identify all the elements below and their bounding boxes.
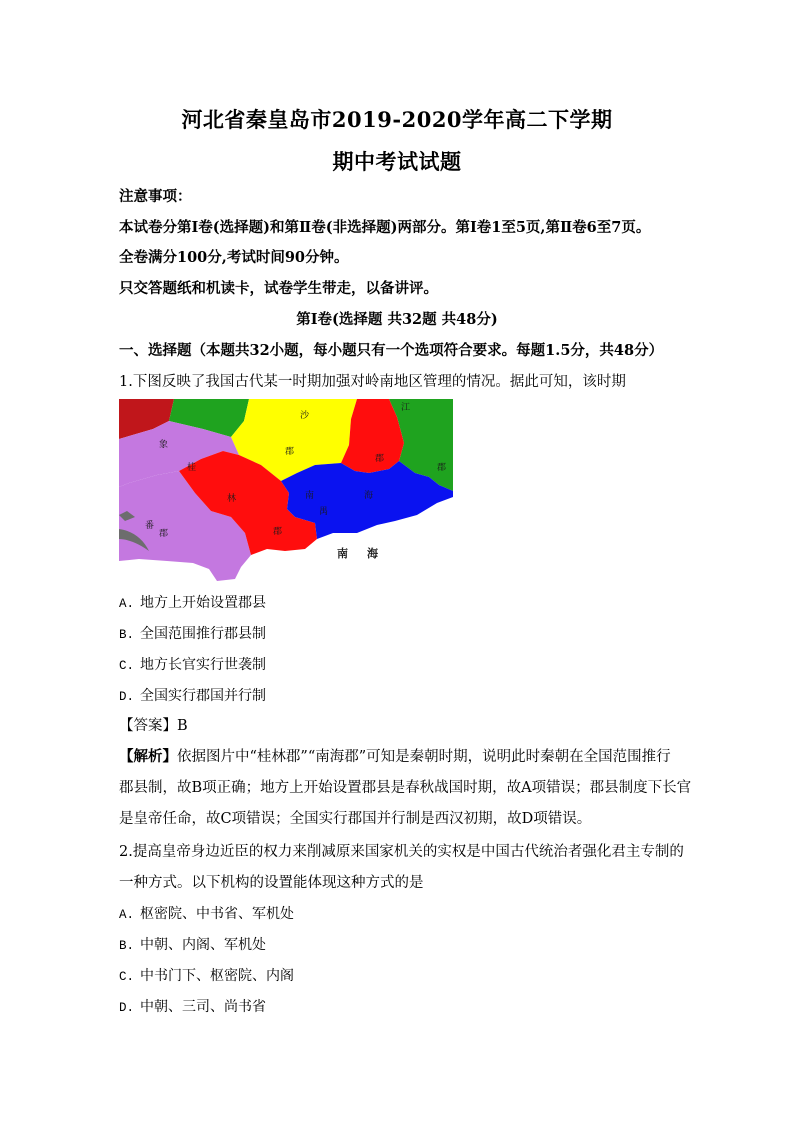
q1-option-b: B. 全国范围推行郡县制 [119,626,267,642]
q1-analysis-line-2: 郡县制，故B项正确；地方上开始设置郡县是春秋战国时期，故A项错误；郡县制度下长官 [119,780,692,796]
map-label: 郡 [437,463,447,473]
map-label: 郡 [375,454,385,464]
q2-option-d: D. 中朝、三司、尚书省 [119,999,267,1015]
notice-line: 全卷满分100分,考试时间90分钟。 [119,249,349,266]
question-1-stem: 1.下图反映了我国古代某一时期加强对岭南地区管理的情况。据此可知，该时期 [119,374,626,390]
map-label: 海 [364,491,374,501]
notice-heading: 注意事项： [119,188,192,205]
q2-option-c: C. 中书门下、枢密院、内阁 [119,968,295,984]
part-title: 一、选择题（本题共32小题，每小题只有一个选项符合要求。每题1.5分，共48分） [119,342,664,359]
q1-analysis-line-3: 是皇帝任命，故C项错误；全国实行郡国并行制是西汉初期，故D项错误。 [119,811,592,827]
title-line-1: 河北省秦皇岛市2019-2020学年高二下学期 [181,107,613,132]
qin-lingnan-map [119,399,453,581]
map-label: 象 [159,440,169,450]
map-label: 郡 [159,529,169,539]
map-label: 江 [401,403,411,413]
question-2-stem-line-2: 一种方式。以下机构的设置能体现这种方式的是 [119,875,424,891]
map-label-south-sea: 南 海 [337,547,382,560]
notice-line: 只交答题纸和机读卡，试卷学生带走，以备讲评。 [119,280,438,297]
title-line-2: 期中考试试题 [332,149,462,174]
notice-line: 本试卷分第Ⅰ卷(选择题)和第Ⅱ卷(非选择题)两部分。第Ⅰ卷1至5页,第Ⅱ卷6至7页。 [119,219,651,236]
q1-option-d: D. 全国实行郡国并行制 [119,688,267,704]
map-label: 郡 [273,527,283,537]
q1-option-c: C. 地方长官实行世袭制 [119,657,267,673]
q1-analysis-line-1: 【解析】依据图片中“桂林郡”“南海郡”可知是秦朝时期，说明此时秦朝在全国范围推行 [119,748,671,765]
q2-option-a: A. 枢密院、中书省、军机处 [119,906,295,922]
q1-answer: 【答案】B [119,718,188,734]
map-label: 沙 [300,411,310,421]
map-label: 南 [305,491,315,501]
volume-title: 第Ⅰ卷(选择题 共32题 共48分) [296,311,498,328]
q2-option-b: B. 中朝、内阁、军机处 [119,937,267,953]
map-label: 番 [145,521,155,531]
map-label: 林 [227,494,237,504]
question-2-stem-line-1: 2.提高皇帝身边近臣的权力来削减原来国家机关的实权是中国古代统治者强化君主专制的 [119,844,684,860]
map-label: 郡 [285,447,295,457]
map-label: 桂 [187,463,197,473]
q1-option-a: A. 地方上开始设置郡县 [119,595,267,611]
map-label: 禺 [319,507,329,517]
